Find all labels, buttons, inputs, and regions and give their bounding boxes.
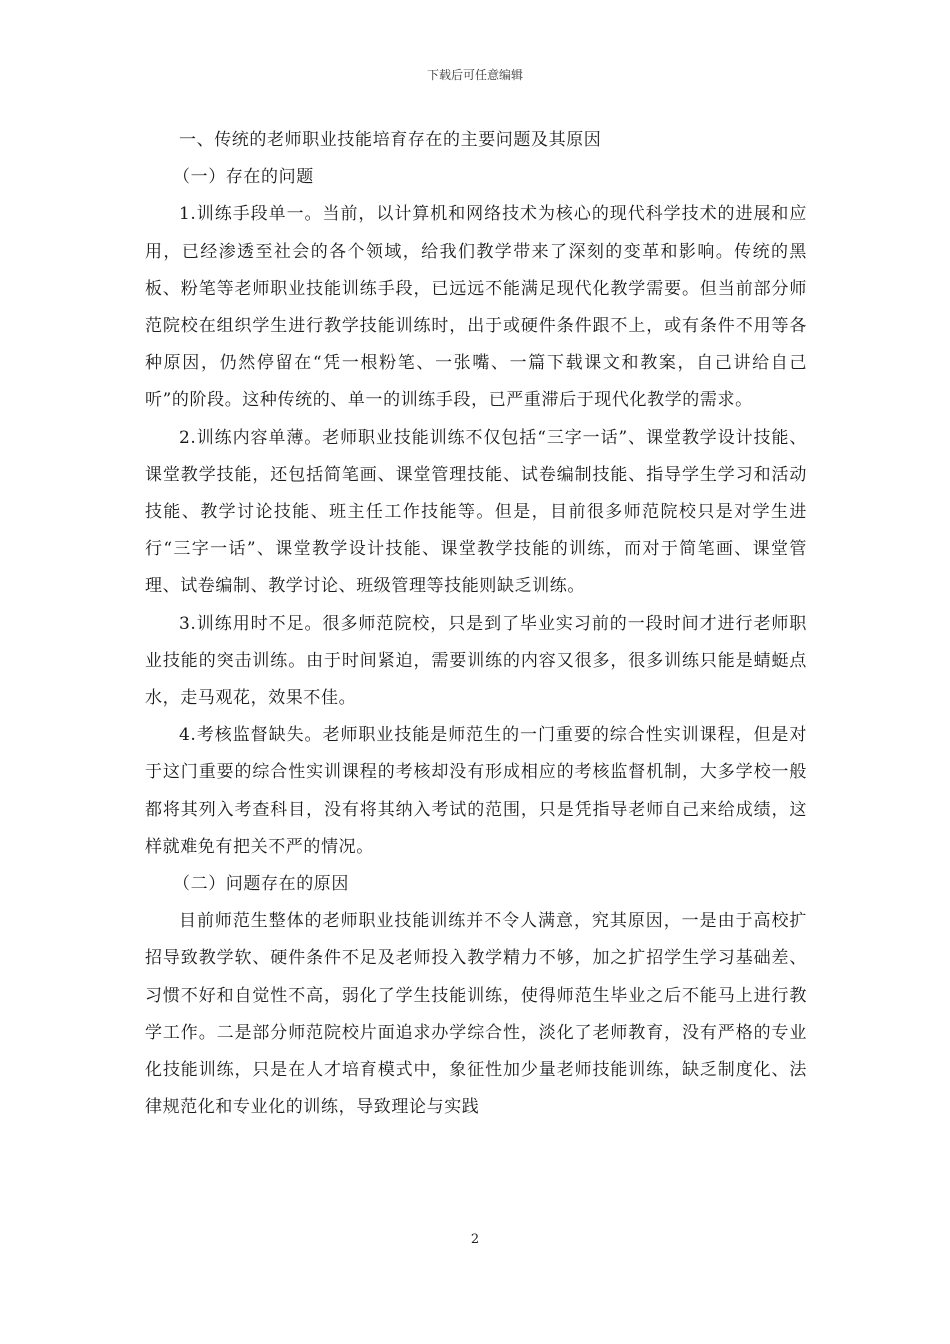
paragraph-assessment: 4.考核监督缺失。老师职业技能是师范生的一门重要的综合性实训课程，但是对于这门重要的综合性实训课程的考核却没有形成相应的考核监督机制，大多学校一般都将其列入考查科目，没有将其纳入考试的范围，只是凭指导老师自己来给成绩，这样就难免有把关不严的情况。: [145, 725, 807, 857]
page-header: 下载后可任意编辑: [426, 68, 523, 82]
document-body: [145, 122, 807, 1126]
paragraph-training-content: 2.训练内容单薄。老师职业技能训练不仅包括“三字一话”、课堂教学设计技能、课堂教学技能，还包括简笔画、课堂管理技能、试卷编制技能、指导学生学习和活动技能、教学讨论技能、班主任工作技能等。但是，目前很多师范院校只是对学生进行“三字一话”、课堂教学设计技能、课堂教学技能的训练，而对于简笔画、课堂管理、试卷编制、教学讨论、班级管理等技能则缺乏训练。: [145, 427, 807, 597]
page-number: 2: [470, 1232, 480, 1247]
subsection-title-causes: （二）问题存在的原因: [173, 874, 349, 895]
paragraph-training-methods: 1.训练手段单一。当前，以计算机和网络技术为核心的现代科学技术的进展和应用，已经渗透至社会的各个领域，给我们教学带来了深刻的变革和影响。传统的黑板、粉笔等老师职业技能训练手段，已远远不能满足现代化教学需要。但当前部分师范院校在组织学生进行教学技能训练时，出于或硬件条件跟不上，或有条件不用等各种原因，仍然停留在“凭一根粉笔、一张嘴、一篇下载课文和教案，自己讲给自己听”的阶段。这种传统的、单一的训练手段，已严重滞后于现代化教学的需求。: [145, 204, 807, 411]
paragraph-causes: 目前师范生整体的老师职业技能训练并不令人满意，究其原因，一是由于高校扩招导致教学软、硬件条件不足及老师投入教学精力不够，加之扩招学生学习基础差、习惯不好和自觉性不高，弱化了学生技能训练，使得师范生毕业之后不能马上进行教学工作。二是部分师范院校片面追求办学综合性，淡化了老师教育，没有严格的专业化技能训练，只是在人才培育模式中，象征性加少量老师技能训练，缺乏制度化、法律规范化和专业化的训练，导致理论与实践: [145, 911, 807, 1118]
paragraph-training-time: 3.训练用时不足。很多师范院校，只是到了毕业实习前的一段时间才进行老师职业技能的突击训练。由于时间紧迫，需要训练的内容又很多，很多训练只能是蜻蜓点水，走马观花，效果不佳。: [145, 613, 807, 709]
subsection-title-problems: （一）存在的问题: [173, 167, 314, 188]
section-title: 一、传统的老师职业技能培育存在的主要问题及其原因: [179, 130, 602, 150]
